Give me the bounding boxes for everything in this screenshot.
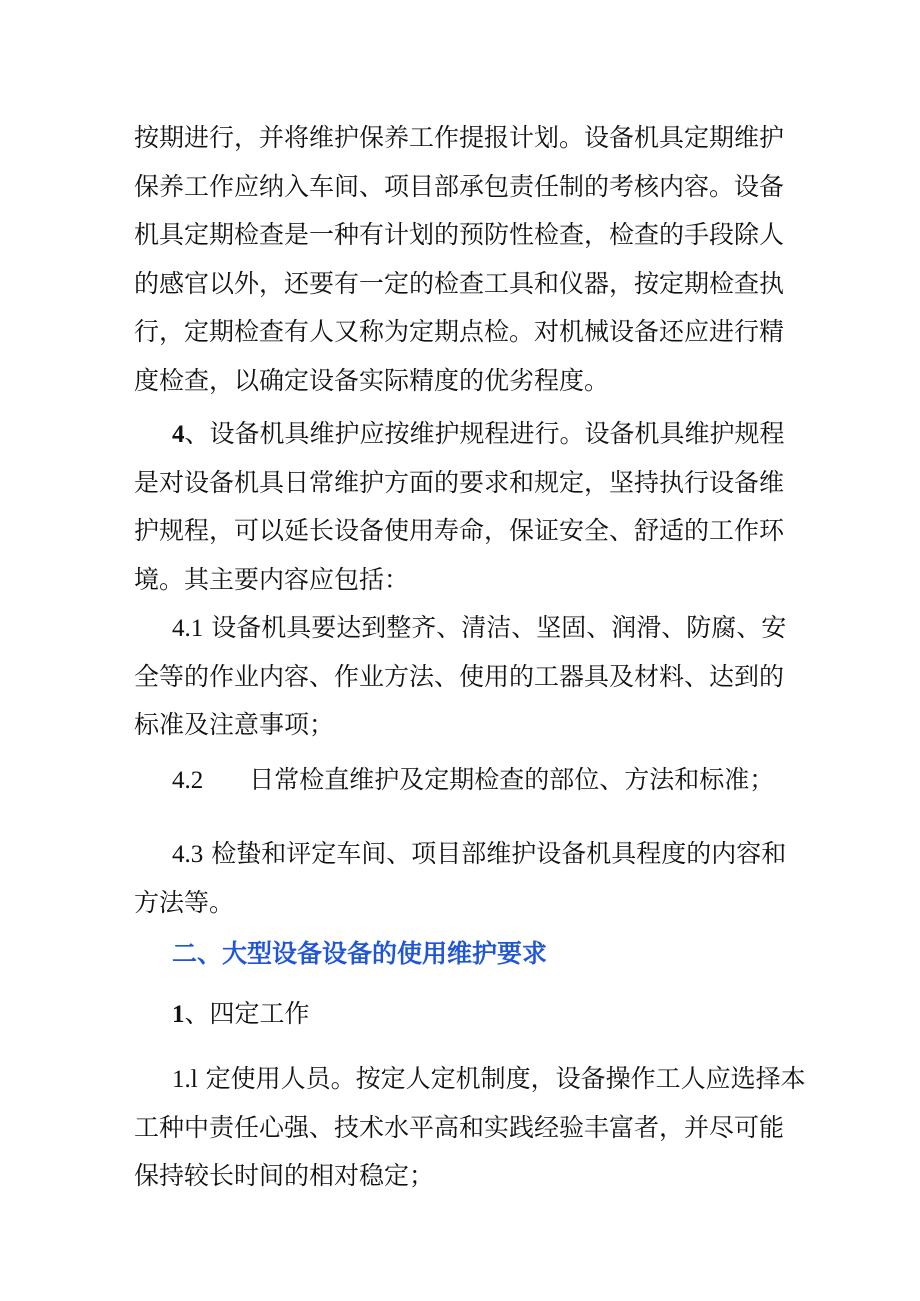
paragraph-item-4-2: [134, 756, 794, 805]
text-line: 境。其主要内容应包括：: [134, 564, 410, 594]
text-line: 保养工作应纳入车间、项目部承包责任制的考核内容。设备: [134, 171, 785, 201]
text-line: [134, 410, 794, 459]
text-line: 的感官以外，还要有一定的检查工具和仪器，按定期检查执: [134, 268, 785, 298]
text-line: 护规程，可以延长设备使用寿命，保证安全、舒适的工作环: [134, 516, 785, 545]
text-line: 工种中责任心强、技术水平高和实践经验丰富者，并尽可能: [134, 1112, 785, 1142]
item-number: 4.3: [172, 841, 204, 868]
text-line: 是对设备机具日常维护方面的要求和规定，坚持执行设备维: [134, 467, 785, 497]
paragraph-item-4-1: [134, 604, 794, 750]
text-line: 行，定期检查有人又称为定期点检。对机械设备还应进行精: [134, 317, 785, 346]
text-line: [134, 604, 794, 653]
text-line: 方法等。: [134, 887, 235, 917]
line-text: 定使用人员。按定人定机制度，设备操作工人应选择本: [197, 1064, 806, 1093]
text-line: [134, 1055, 806, 1104]
item-number: 1: [172, 1001, 185, 1028]
text-line: 度检查，以确定设备实际精度的优劣程度。: [134, 365, 610, 395]
text-line: [134, 756, 794, 805]
text-line: 全等的作业内容、作业方法、使用的工器具及材料、达到的: [134, 661, 785, 691]
line-text: 设备机具要达到整齐、清洁、坚固、润滑、防腐、安: [203, 613, 787, 642]
text-line: [134, 990, 794, 1039]
item-number: 4.1: [172, 615, 204, 642]
paragraph-item-1: [134, 990, 794, 1039]
paragraph-item-4: [134, 410, 794, 604]
paragraph-maintenance-schedule: [134, 114, 794, 405]
text-line: 标准及注意事项；: [134, 710, 335, 739]
paragraph-item-4-3: [134, 830, 794, 927]
item-number: 4: [172, 421, 185, 448]
paragraph-item-1-1: [134, 1055, 806, 1201]
line-text: 、设备机具维护应按维护规程进行。设备机具维护规程: [184, 419, 785, 448]
section-heading: 二、大型设备设备的使用维护要求: [172, 939, 548, 968]
line-text: 检蛰和评定车间、项目部维护设备机具程度的内容和: [203, 839, 787, 868]
text-line: 机具定期检查是一种有计划的预防性检查，检查的手段除人: [134, 220, 785, 249]
text-line: 保持较长时间的相对稳定；: [134, 1161, 435, 1190]
item-number: 4.2: [172, 767, 204, 794]
item-number: 1.l: [172, 1066, 198, 1093]
line-text: 日常检直维护及定期检查的部位、方法和标准；: [249, 765, 775, 794]
text-line: [134, 830, 794, 879]
text-line: 按期进行，并将维护保养工作提报计划。设备机具定期维护: [134, 123, 785, 152]
line-text: 、四定工作: [184, 999, 310, 1028]
